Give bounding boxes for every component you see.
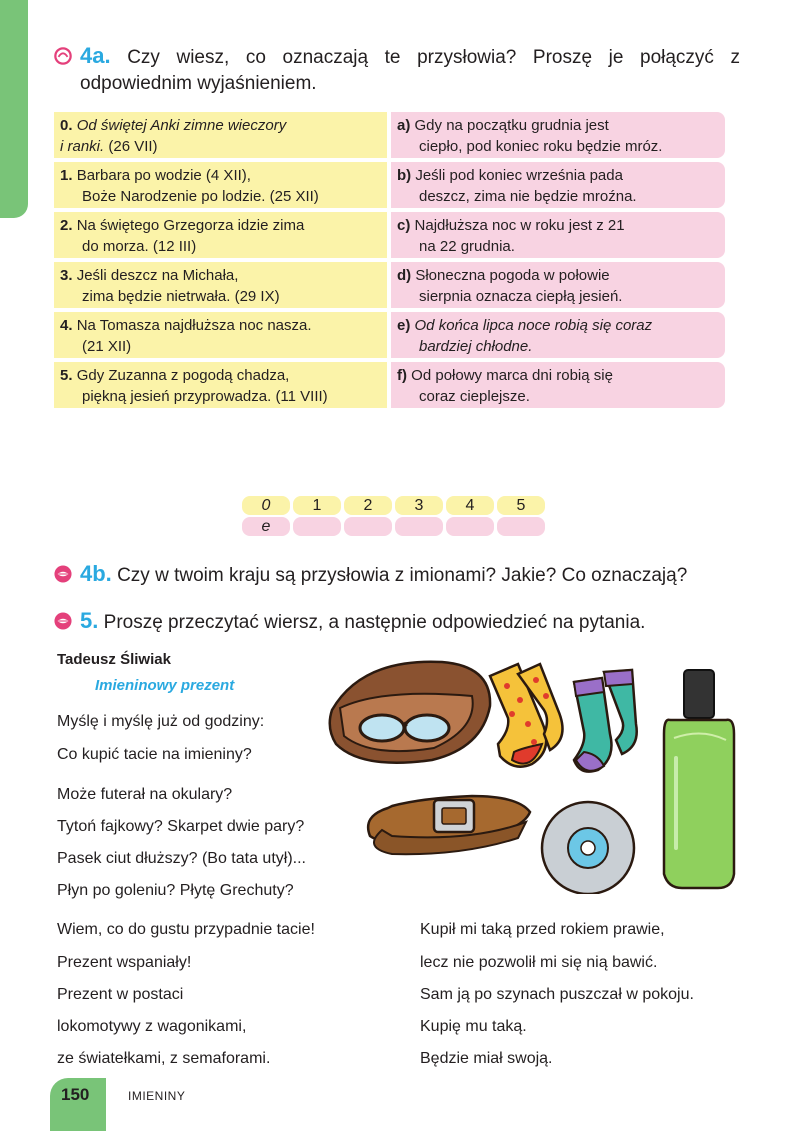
poem-line: Będzie miał swoją.: [420, 1050, 553, 1067]
poem-line: Sam ją po szynach puszczał w pokoju.: [420, 986, 694, 1003]
proverb-text: Na Tomasza najdłuższa noc nasza.: [76, 317, 312, 334]
poem-line: Prezent wspaniały!: [57, 954, 192, 971]
answer-letter-cell[interactable]: [446, 517, 494, 536]
table-row: [54, 162, 725, 208]
proverb-text: Barbara po wodzie (4 XII),: [76, 167, 251, 184]
proverb-text: do morza. (12 III): [82, 238, 197, 255]
chapter-side-tab: [0, 0, 28, 218]
explanation-cell: [391, 312, 725, 358]
table-row: [54, 262, 725, 308]
page-number: 150: [61, 1085, 90, 1104]
yellow-sock-illustration: [490, 664, 563, 767]
answer-letter-cell[interactable]: [293, 517, 341, 536]
task-instruction: Proszę przeczytać wiersz, a następnie odpowiedzieć na pytania.: [103, 612, 646, 633]
answer-numbers-row: [242, 496, 548, 515]
explanation-letter: f): [397, 367, 407, 384]
proverb-text: Jeśli deszcz na Michała,: [76, 267, 239, 284]
table-row: [54, 212, 725, 258]
proverb-matching-table: [54, 112, 725, 412]
poem-line: Pasek ciut dłuższy? (Bo tata utył)...: [57, 850, 306, 867]
explanation-text: Słoneczna pogoda w połowie: [415, 267, 610, 284]
explanation-letter: e): [397, 317, 411, 334]
explanation-cell: [391, 362, 725, 408]
explanation-letter: c): [397, 217, 411, 234]
group-talk-icon: [54, 47, 72, 65]
poem-line: lecz nie pozwolił mi się nią bawić.: [420, 954, 658, 971]
task-number: 4a.: [80, 43, 111, 68]
poem-line: Płyn po goleniu? Płytę Grechuty?: [57, 882, 294, 899]
task-number: 5.: [80, 608, 99, 633]
explanation-text: Jeśli pod koniec września pada: [415, 167, 623, 184]
explanation-text: Od połowy marca dni robią się: [411, 367, 613, 384]
proverb-number: 5.: [60, 367, 73, 384]
answer-grid: [242, 496, 548, 538]
glasses-case-illustration: [330, 662, 490, 763]
explanation-letter: b): [397, 167, 412, 184]
explanation-cell: [391, 262, 725, 308]
poem-title: Imieninowy prezent: [95, 677, 235, 694]
proverb-cell: [54, 362, 387, 408]
cd-illustration: [542, 802, 634, 894]
task-4a: [56, 43, 740, 97]
explanation-text: bardziej chłodne.: [419, 338, 533, 355]
proverb-text: Boże Narodzenie po lodzie. (25 XII): [82, 188, 319, 205]
explanation-text: sierpnia oznacza ciepłą jesień.: [419, 288, 623, 305]
answer-letter-cell[interactable]: [497, 517, 545, 536]
explanation-letter: a): [397, 117, 411, 134]
answer-number-cell: 3: [395, 496, 443, 515]
explanation-cell: [391, 212, 725, 258]
answer-letter-cell[interactable]: [395, 517, 443, 536]
poem-line: Kupię mu taką.: [420, 1018, 527, 1035]
chapter-title: IMIENINY: [128, 1089, 186, 1103]
proverb-number: 0.: [60, 117, 73, 134]
explanation-text: Od końca lipca noce robią się coraz: [414, 317, 653, 334]
poem-line: Tytoń fajkowy? Skarpet dwie pary?: [57, 818, 305, 835]
proverb-cell: [54, 312, 387, 358]
task-number: 4b.: [80, 561, 112, 586]
lips-icon: [54, 565, 72, 583]
answer-letter-cell[interactable]: [344, 517, 392, 536]
poem-line: Może futerał na okulary?: [57, 786, 233, 803]
task-4b: [56, 561, 740, 589]
proverb-cell: [54, 162, 387, 208]
proverb-text: i ranki.: [60, 138, 105, 155]
explanation-cell: [391, 162, 725, 208]
poem-line: Myślę i myślę już od godziny:: [57, 713, 265, 730]
answer-number-cell: 0: [242, 496, 290, 515]
proverb-number: 4.: [60, 317, 73, 334]
proverb-number: 3.: [60, 267, 73, 284]
poem-line: Wiem, co do gustu przypadnie tacie!: [57, 921, 315, 938]
table-row: [54, 112, 725, 158]
proverb-cell: [54, 262, 387, 308]
explanation-text: Gdy na początku grudnia jest: [414, 117, 609, 134]
table-row: [54, 362, 725, 408]
poem-line: lokomotywy z wagonikami,: [57, 1018, 247, 1035]
answer-number-cell: 1: [293, 496, 341, 515]
proverb-text: (21 XII): [82, 338, 132, 355]
explanation-text: ciepło, pod koniec roku będzie mróz.: [419, 138, 663, 155]
proverb-text: Od świętej Anki zimne wieczory: [76, 117, 287, 134]
proverb-date: (26 VII): [108, 138, 158, 155]
proverb-number: 2.: [60, 217, 73, 234]
proverb-cell: [54, 212, 387, 258]
proverb-number: 1.: [60, 167, 73, 184]
proverb-text: Gdy Zuzanna z pogodą chadza,: [76, 367, 290, 384]
task-5: [56, 608, 740, 636]
explanation-text: coraz cieplejsze.: [419, 388, 530, 405]
proverb-text: Na świętego Grzegorza idzie zima: [76, 217, 305, 234]
poem-line: Kupił mi taką przed rokiem prawie,: [420, 921, 665, 938]
task-instruction: Czy w twoim kraju są przysłowia z imionami? Jakie? Co oznaczają?: [117, 565, 688, 586]
poem-line: Co kupić tacie na imieniny?: [57, 746, 252, 763]
gift-illustrations: [322, 648, 742, 894]
lips-icon: [54, 612, 72, 630]
explanation-text: deszcz, zima nie będzie mroźna.: [419, 188, 637, 205]
explanation-cell: [391, 112, 725, 158]
answer-number-cell: 4: [446, 496, 494, 515]
answer-letter-cell[interactable]: e: [242, 517, 290, 536]
answer-number-cell: 5: [497, 496, 545, 515]
poem-author: Tadeusz Śliwiak: [57, 651, 171, 668]
proverb-text: zima będzie nietrwała. (29 IX): [82, 288, 280, 305]
proverb-cell: [54, 112, 387, 158]
poem-line: Prezent w postaci: [57, 986, 184, 1003]
aftershave-bottle-illustration: [664, 670, 734, 888]
belt-illustration: [368, 796, 530, 854]
table-row: [54, 312, 725, 358]
teal-socks-illustration: [574, 670, 637, 772]
explanation-text: na 22 grudnia.: [419, 238, 515, 255]
proverb-text: piękną jesień przyprowadza. (11 VIII): [82, 388, 328, 405]
task-instruction: Czy wiesz, co oznaczają te przysłowia? Proszę je połączyć z odpowiednim wyjaśnieniem.: [80, 47, 741, 94]
explanation-letter: d): [397, 267, 412, 284]
answer-letters-row: [242, 517, 548, 536]
answer-number-cell: 2: [344, 496, 392, 515]
explanation-text: Najdłuższa noc w roku jest z 21: [414, 217, 625, 234]
poem-line: ze światełkami, z semaforami.: [57, 1050, 271, 1067]
